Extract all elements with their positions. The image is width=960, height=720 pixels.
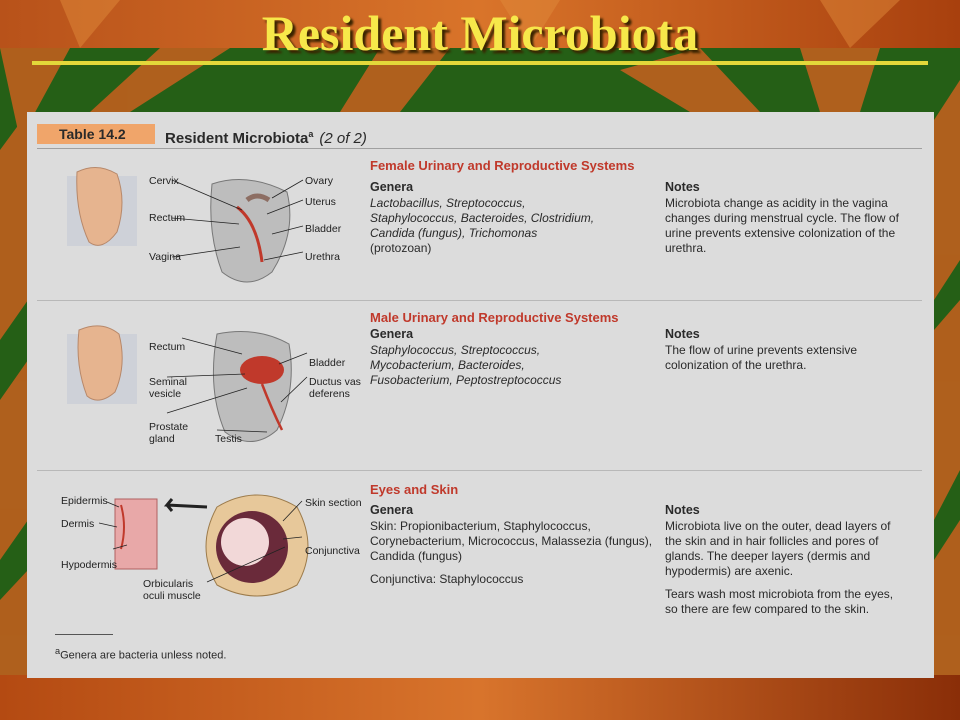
- genera-line: Candida (fungus), Trichomonas: [370, 226, 538, 240]
- figure-label: Hypodermis: [61, 559, 118, 571]
- table-footnote: [55, 646, 226, 662]
- figure-label: Urethra: [305, 251, 341, 263]
- figure-label: Prostate: [149, 421, 189, 433]
- genera-list: [370, 519, 670, 587]
- notes-line: The flow of urine prevents extensive: [665, 343, 858, 357]
- table-part: (2 of 2): [319, 130, 367, 147]
- notes-line: Microbiota change as acidity in the vagina: [665, 196, 888, 210]
- table-title: [165, 124, 367, 147]
- figure-label: Skin section: [305, 497, 362, 509]
- footnote-text: Genera are bacteria unless noted.: [60, 649, 227, 662]
- notes-line: Microbiota live on the outer, dead layers of: [665, 519, 891, 533]
- footnote-marker: a: [55, 646, 61, 656]
- male-anatomy-figure: [57, 320, 337, 460]
- genera-line: Staphylococcus, Streptococcus,: [370, 343, 541, 357]
- genera-line: Candida (fungus): [370, 549, 463, 563]
- notes-line: urethra.: [665, 241, 707, 255]
- notes-text: [665, 196, 915, 256]
- notes-line: the skin and in hair follicles and pores of: [665, 534, 879, 548]
- figure-label: Dermis: [61, 518, 95, 530]
- notes-line: colonization of the urethra.: [665, 358, 807, 372]
- genera-line: Skin: Propionibacterium, Staphylococcus,: [370, 519, 591, 533]
- table-image: [27, 112, 934, 678]
- figure-label: Bladder: [309, 357, 346, 369]
- figure-label: oculi muscle: [143, 590, 201, 602]
- notes-line: urine prevents extensive colonization of the: [665, 226, 896, 240]
- table-number: Table 14.2: [37, 124, 155, 144]
- figure-label: Cervix: [149, 175, 179, 187]
- notes-heading: Notes: [665, 327, 700, 341]
- figure-label: deferens: [309, 388, 350, 400]
- footnote-rule: [55, 634, 113, 635]
- section-title-eyes-skin: Eyes and Skin: [370, 482, 459, 497]
- figure-label: Ductus vas: [309, 376, 361, 388]
- notes-heading: Notes: [665, 503, 700, 517]
- table-title-superscript: a: [308, 129, 314, 139]
- section-title-female: Female Urinary and Reproductive Systems: [370, 158, 635, 173]
- title-underline: [32, 61, 928, 65]
- genera-line: Mycobacterium, Bacteroides,: [370, 358, 525, 372]
- figure-label: Vagina: [149, 251, 181, 263]
- genera-heading: Genera: [370, 327, 414, 341]
- notes-line: Tears wash most microbiota from the eyes,: [665, 587, 894, 601]
- figure-label: Seminal: [149, 376, 187, 388]
- table-header-rule: [37, 148, 922, 149]
- notes-heading: Notes: [665, 180, 700, 194]
- figure-label: Epidermis: [61, 495, 108, 507]
- notes-text: [665, 519, 915, 617]
- notes-line: so there are few compared to the skin.: [665, 602, 870, 616]
- figure-label: Testis: [215, 433, 242, 445]
- genera-heading: Genera: [370, 503, 414, 517]
- genera-list: [370, 343, 670, 388]
- genera-line: (protozoan): [370, 241, 432, 255]
- notes-line: changes during menstrual cycle. The flow of: [665, 211, 899, 225]
- genera-list: [370, 196, 670, 256]
- genera-line-conjunctiva: Conjunctiva: Staphylococcus: [370, 572, 524, 586]
- figure-label: Uterus: [305, 196, 336, 208]
- section-title-male: Male Urinary and Reproductive Systems: [370, 310, 619, 325]
- female-anatomy-figure: [57, 162, 337, 302]
- section-divider: [37, 300, 922, 301]
- genera-line: Corynebacterium, Micrococcus, Malassezia (fungus),: [370, 534, 653, 548]
- table-header: [37, 124, 917, 147]
- genera-line: Staphylococcus, Bacteroides, Clostridium,: [370, 211, 595, 225]
- section-divider: [37, 470, 922, 471]
- figure-label: Rectum: [149, 212, 186, 224]
- figure-label: Rectum: [149, 341, 186, 353]
- eye-skin-figure: [57, 487, 347, 622]
- figure-label: Orbicularis: [143, 578, 194, 590]
- notes-line: hypodermis) are axenic.: [665, 564, 794, 578]
- figure-label: Bladder: [305, 223, 342, 235]
- table-title-text: Resident Microbiota: [165, 130, 309, 147]
- notes-text: [665, 343, 915, 373]
- genera-heading: Genera: [370, 180, 414, 194]
- figure-label: gland: [149, 433, 175, 445]
- notes-line: glands. The deeper layers (dermis and: [665, 549, 871, 563]
- figure-label: Conjunctiva: [305, 545, 360, 557]
- figure-label: vesicle: [149, 388, 182, 400]
- slide-title: Resident Microbiota: [261, 5, 699, 61]
- figure-label: Ovary: [305, 175, 334, 187]
- genera-line: Lactobacillus, Streptococcus,: [370, 196, 526, 210]
- genera-line: Fusobacterium, Peptostreptococcus: [370, 373, 562, 387]
